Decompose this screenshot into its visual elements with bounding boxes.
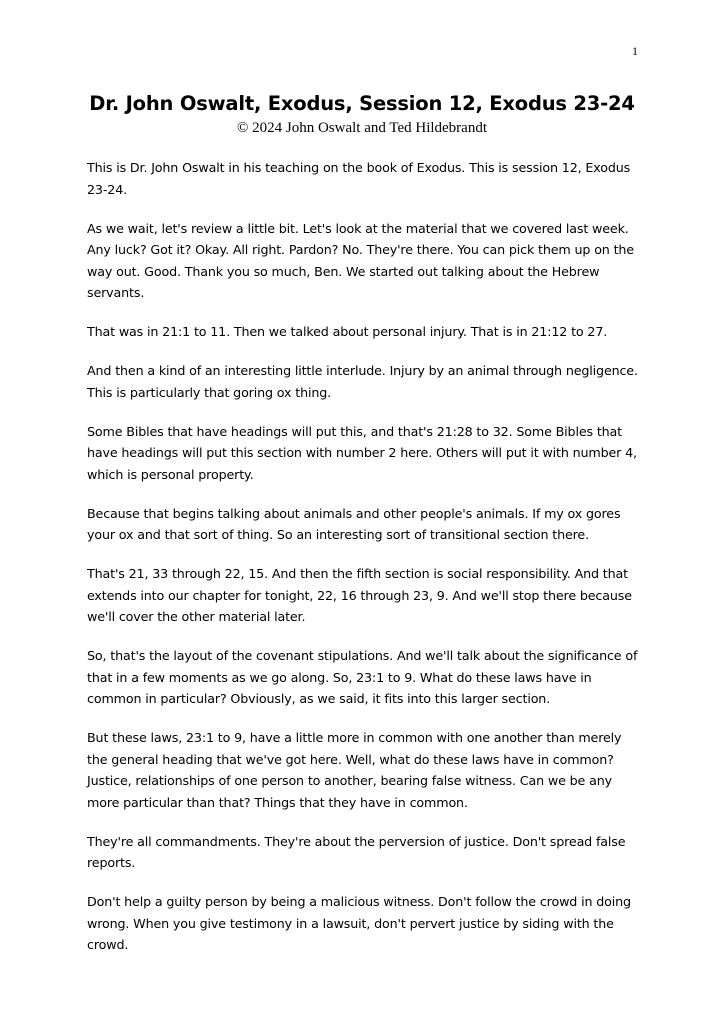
paragraph: This is Dr. John Oswalt in his teaching on the book of Exodus. This is session 12, Exodus 23-24. [87,160,631,197]
paragraph: That was in 21:1 to 11. Then we talked about personal injury. That is in 21:12 to 27. [87,324,608,339]
paragraph: So, that's the layout of the covenant stipulations. And we'll talk about the significance of that in a few moments as we go along. So, 23:1 to 9. What do these laws have in common in particular? Obviously, as we said, it fits into this larger section. [87,648,638,706]
paragraph: They're all commandments. They're about the perversion of justice. Don't spread false reports. [87,833,626,870]
page-number: 1 [632,44,638,58]
document-body [87,157,645,973]
paragraph: As we wait, let's review a little bit. Let's look at the material that we covered last week. Any luck? Got it? Okay. All right. Pardon? No. They're there. You can pick them up on the way out. Good. Thank you so much, Ben. We started out talking about the Hebrew servants. [87,220,634,300]
paragraph: Some Bibles that have headings will put this, and that's 21:28 to 32. Some Bibles that have headings will put this section with number 2 here. Others will put it with number 4, which is personal property. [87,423,637,482]
document-title: Dr. John Oswalt, Exodus, Session 12, Exodus 23-24 [89,92,635,115]
paragraph: That's 21, 33 through 22, 15. And then the fifth section is social responsibility. And that extends into our chapter for tonight, 22, 16 through 23, 9. And we'll stop there because we'll cover the other material later. [87,566,632,624]
paragraph: Don't help a guilty person by being a malicious witness. Don't follow the crowd in doing wrong. When you give testimony in a lawsuit, don't pervert justice by siding with the crowd. [87,894,631,952]
paragraph: And then a kind of an interesting little interlude. Injury by an animal through negligence. This is particularly that goring ox thing. [87,363,638,400]
paragraph: But these laws, 23:1 to 9, have a little more in common with one another than merely the general heading that we've got here. Well, what do these laws have in common? Justice, relationships of one person to another, bearing false witness. Can we be any more particular than that? Things that they have in common. [87,730,622,810]
paragraph: Because that begins talking about animals and other people's animals. If my ox gores your ox and that sort of thing. So an interesting sort of transitional section there. [87,505,621,542]
copyright-line: © 2024 John Oswalt and Ted Hildebrandt [236,120,488,136]
